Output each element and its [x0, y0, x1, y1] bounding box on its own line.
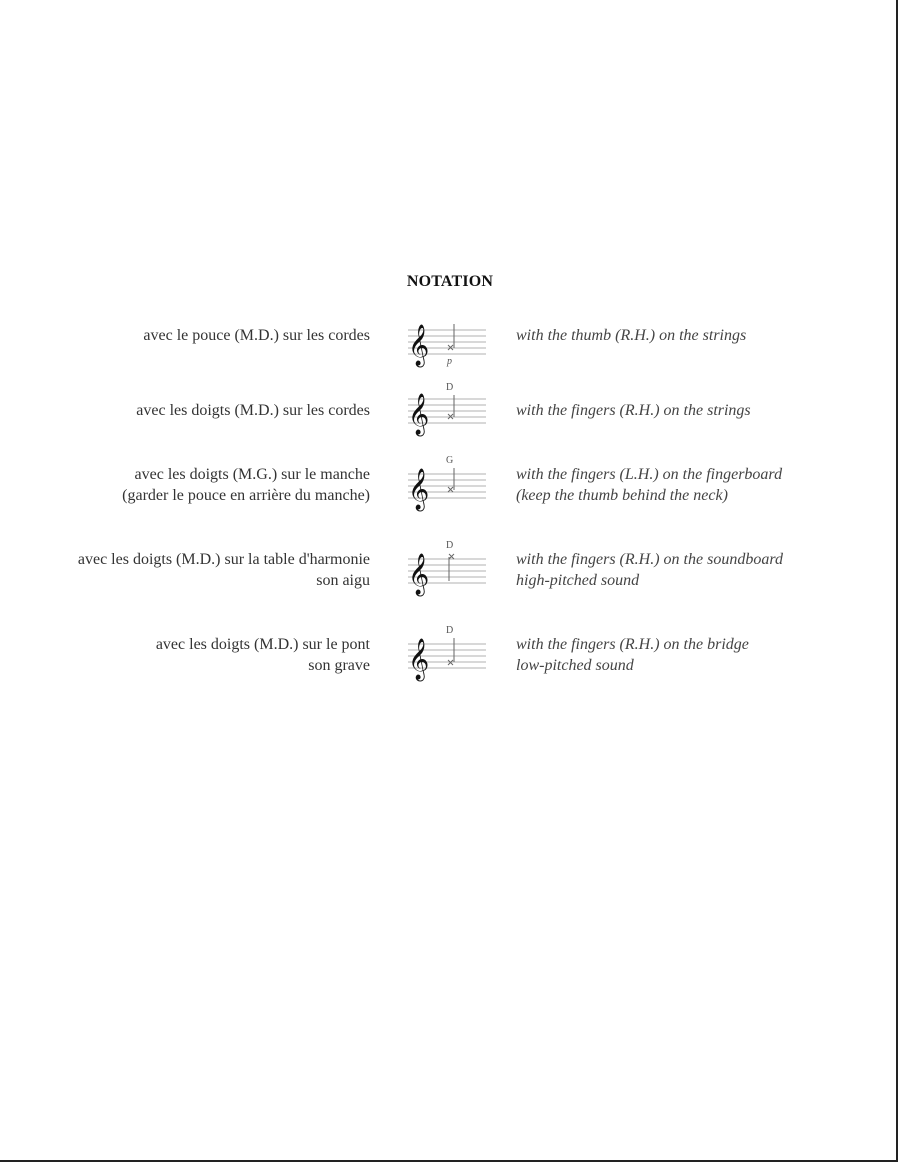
staff-example — [404, 620, 494, 680]
english-line: with the fingers (R.H.) on the strings — [516, 402, 751, 419]
x-notehead-icon — [448, 414, 453, 419]
x-notehead-icon — [448, 487, 453, 492]
x-notehead-icon — [448, 660, 453, 665]
french-line: avec le pouce (M.D.) sur les cordes — [143, 327, 370, 344]
staff-example — [404, 535, 494, 595]
notation-row — [0, 540, 900, 607]
notation-row — [0, 382, 900, 453]
finger-marking-above: D — [446, 625, 454, 636]
french-description — [10, 549, 370, 591]
english-line: with the fingers (R.H.) on the soundboard — [516, 551, 783, 568]
notation-row — [0, 455, 900, 522]
notation-row — [0, 625, 900, 692]
english-line: low-pitched sound — [516, 657, 634, 674]
page-title: NOTATION — [406, 273, 494, 290]
notation-row — [0, 318, 900, 378]
french-line: avec les doigts (M.D.) sur les cordes — [136, 402, 370, 419]
treble-clef-icon: 𝄞 — [408, 394, 430, 435]
english-line: with the fingers (L.H.) on the fingerboard — [516, 466, 783, 483]
english-line: with the thumb (R.H.) on the strings — [516, 327, 747, 344]
finger-marking-above: D — [446, 540, 454, 551]
english-line: high-pitched sound — [516, 572, 640, 589]
english-description — [516, 634, 886, 676]
treble-clef-icon: 𝄞 — [408, 469, 430, 510]
french-description — [10, 464, 370, 506]
treble-clef-icon: 𝄞 — [408, 325, 430, 366]
x-notehead-icon — [448, 345, 453, 350]
french-description — [10, 400, 370, 421]
french-line: avec les doigts (M.D.) sur la table d'harmonie — [77, 551, 370, 568]
staff-example — [404, 312, 494, 372]
french-line: avec les doigts (M.G.) sur le manche — [134, 466, 370, 483]
treble-clef-icon: 𝄞 — [408, 554, 430, 595]
finger-marking-above: D — [446, 382, 454, 393]
french-description — [10, 325, 370, 346]
french-line: son aigu — [316, 572, 370, 589]
french-line: son grave — [308, 657, 370, 674]
x-notehead-icon — [449, 554, 454, 559]
english-description — [516, 400, 886, 421]
staff-example — [404, 450, 494, 510]
english-line: (keep the thumb behind the neck) — [516, 487, 728, 504]
english-description — [516, 549, 886, 591]
french-line: (garder le pouce en arrière du manche) — [122, 487, 370, 504]
finger-marking-below: p — [447, 356, 452, 367]
english-description — [516, 464, 886, 506]
english-line: with the fingers (R.H.) on the bridge — [516, 636, 749, 653]
treble-clef-icon: 𝄞 — [408, 639, 430, 680]
french-description — [10, 634, 370, 676]
english-description — [516, 325, 886, 346]
finger-marking-above: G — [446, 455, 454, 466]
staff-example — [404, 375, 494, 435]
french-line: avec les doigts (M.D.) sur le pont — [155, 636, 370, 653]
